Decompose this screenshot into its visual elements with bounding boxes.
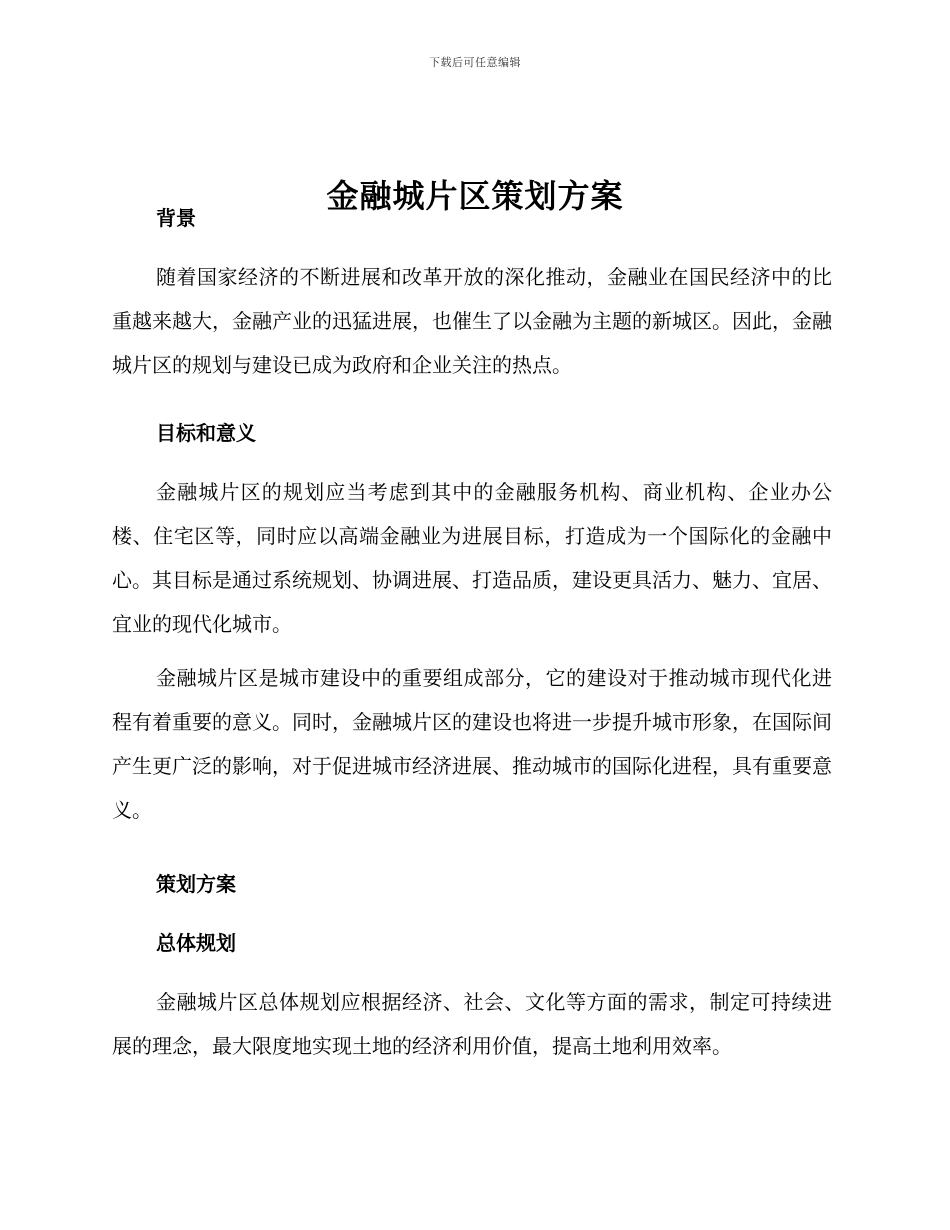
paragraph-goals: 金融城片区的规划应当考虑到其中的金融服务机构、商业机构、企业办公楼、住宅区等，同时应以高端金融业为进展目标，打造成为一个国际化的金融中心。其目标是通过系统规划、协调进展、打造品质，建设更具活力、魅力、宜居、宜业的现代化城市。 — [112, 480, 832, 636]
header-note: 下载后可任意编辑 — [429, 56, 521, 69]
document-body — [112, 202, 832, 1068]
section-heading-goals: 目标和意义 — [156, 421, 256, 445]
document-title: 金融城片区策划方案 — [326, 177, 624, 216]
paragraph-overall: 金融城片区总体规划应根据经济、社会、文化等方面的需求，制定可持续进展的理念，最大限度地实现土地的经济利用价值，提高土地利用效率。 — [112, 990, 832, 1058]
paragraph-significance: 金融城片区是城市建设中的重要组成部分，它的建设对于推动城市现代化进程有着重要的意义。同时，金融城片区的建设也将进一步提升城市形象，在国际间产生更广泛的影响，对于促进城市经济进展、推动城市的国际化进程，具有重要意义。 — [112, 666, 832, 822]
section-heading-overall: 总体规划 — [156, 931, 236, 955]
section-heading-plan: 策划方案 — [156, 872, 236, 896]
section-heading-background: 背景 — [156, 206, 196, 230]
paragraph-background: 随着国家经济的不断进展和改革开放的深化推动，金融业在国民经济中的比重越来越大，金融产业的迅猛进展，也催生了以金融为主题的新城区。因此，金融城片区的规划与建设已成为政府和企业关注的热点。 — [112, 265, 832, 377]
